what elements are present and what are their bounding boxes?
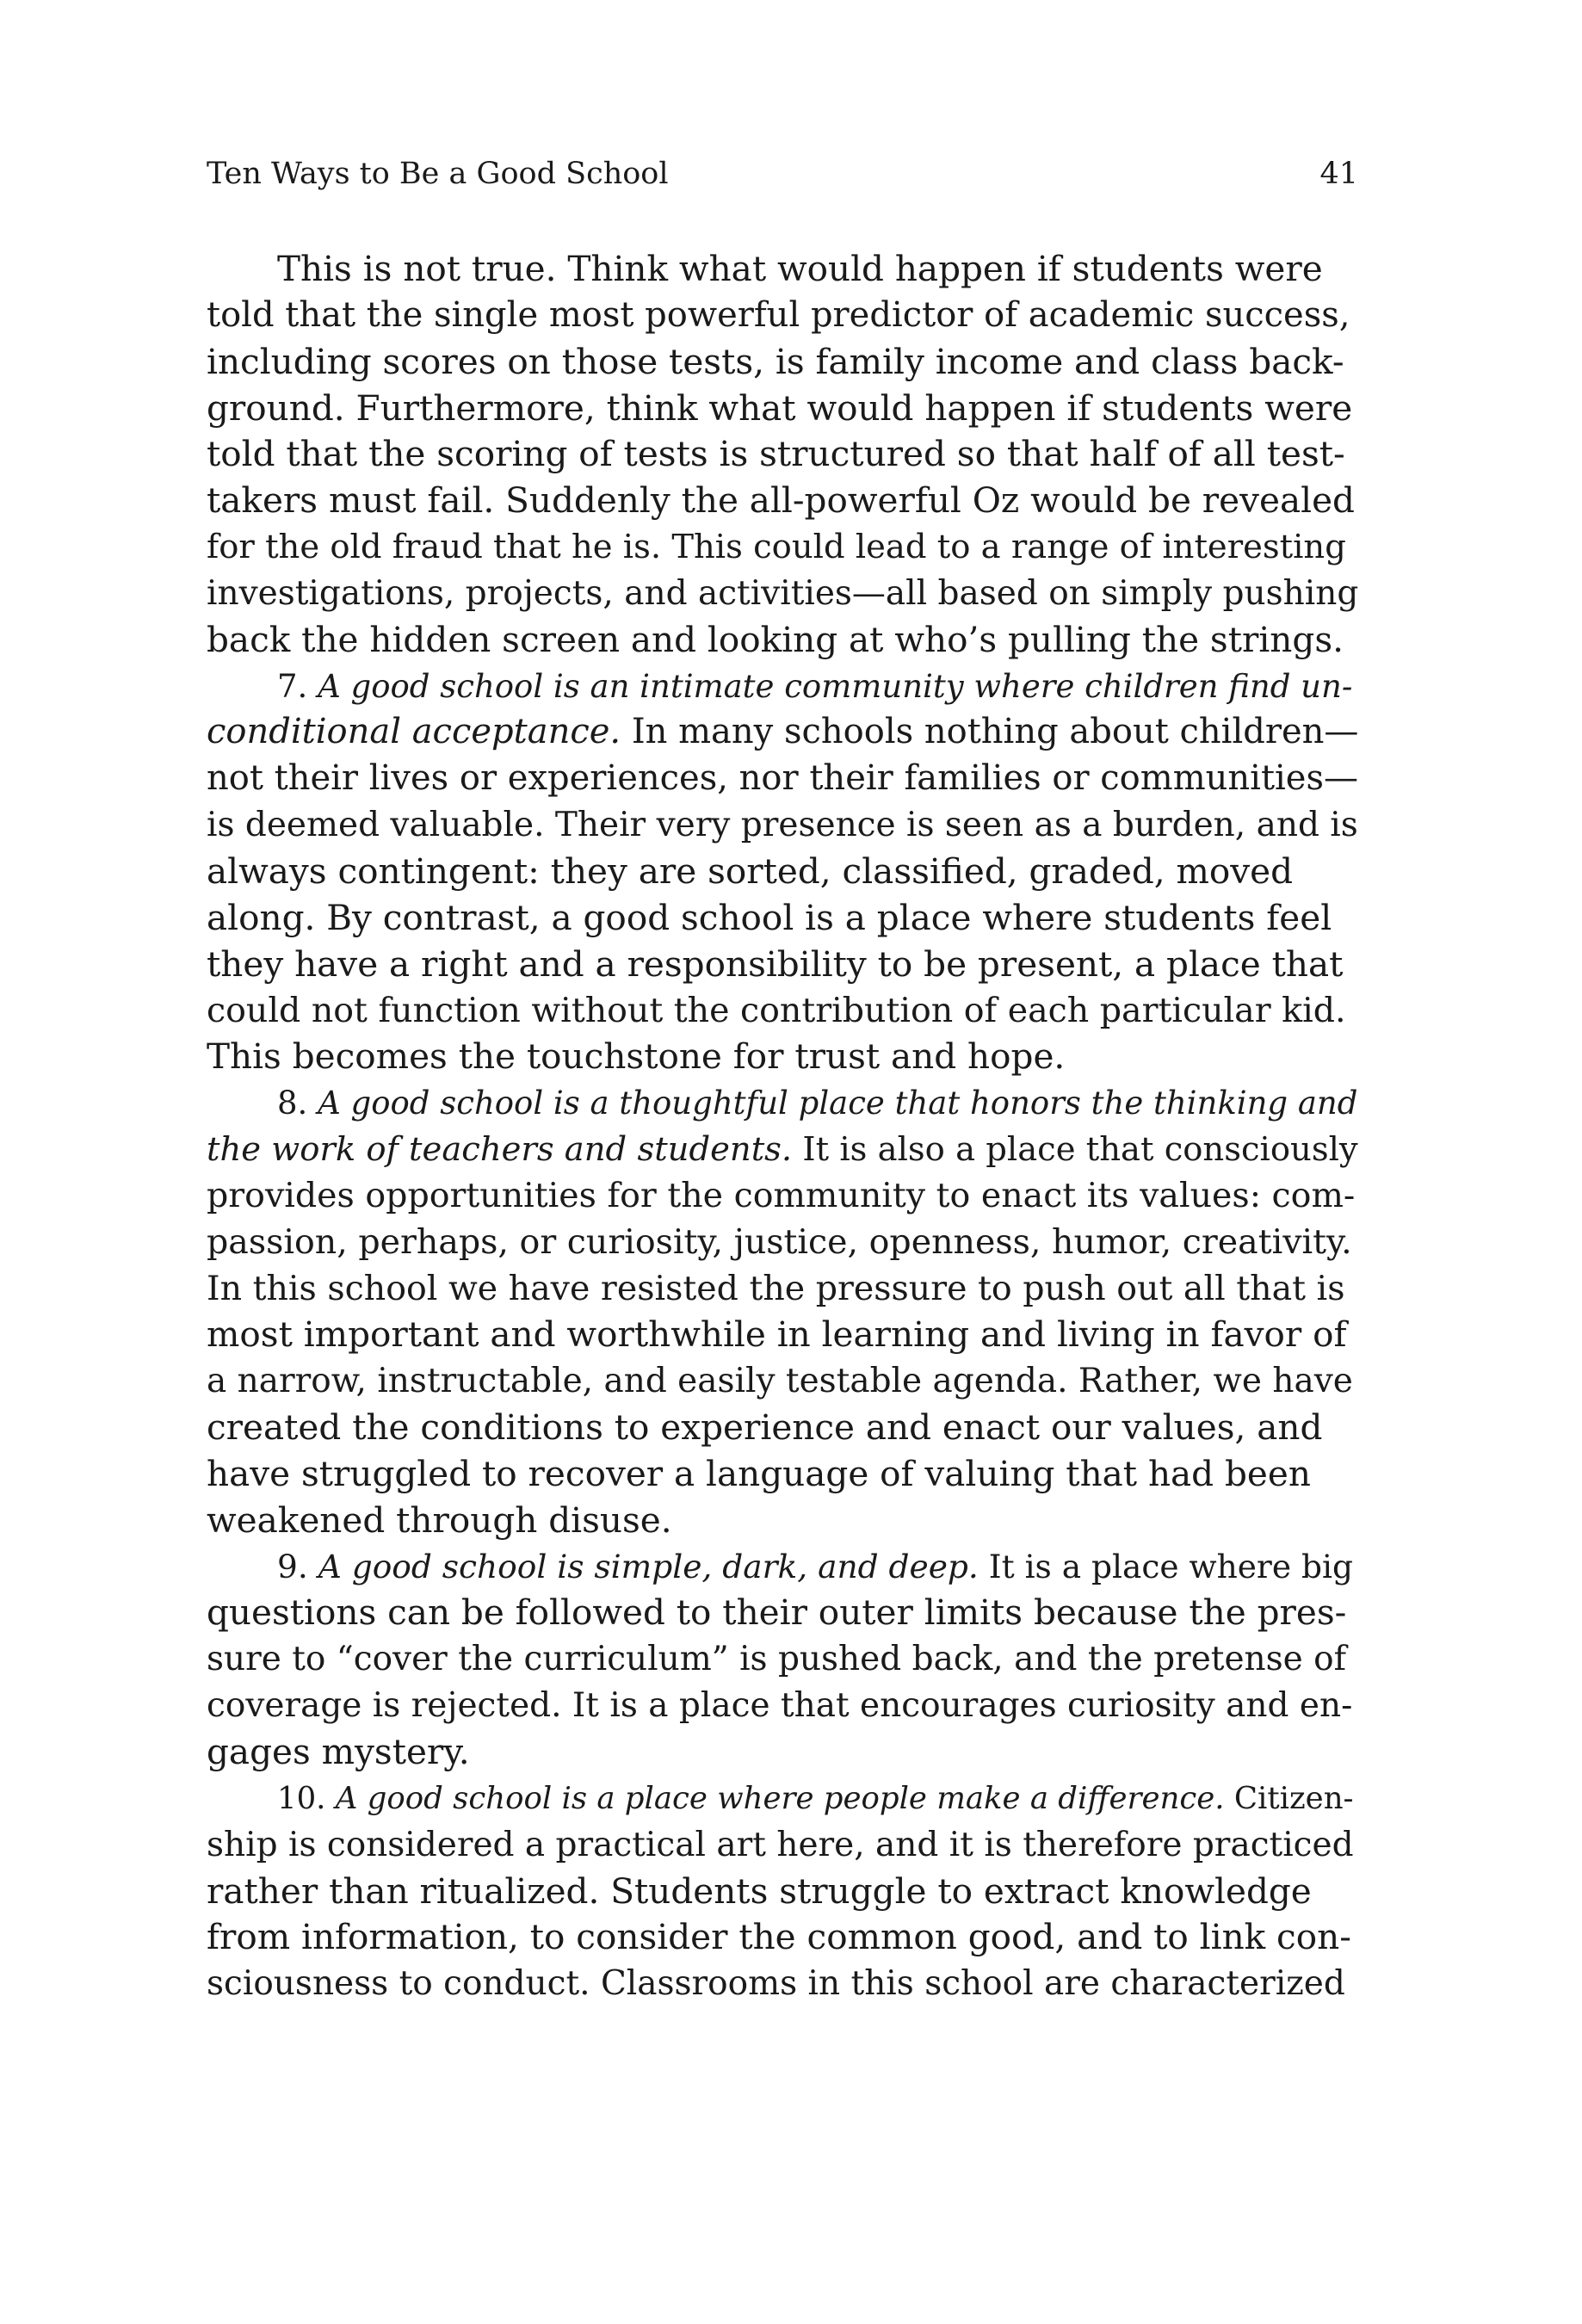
italic-text: A good school is a thoughtful place that honors the thinking and	[318, 1085, 1358, 1122]
italic-text: A good school is a place where people make a difference.	[335, 1780, 1225, 1816]
italic-text: the work of teachers and students.	[207, 1130, 793, 1170]
text-span: could not function without the contribution of each particular kid.	[207, 990, 1346, 1030]
text-line	[207, 802, 1358, 849]
text-span: 8.	[277, 1085, 318, 1122]
text-span: a narrow, instructable, and easily testable agenda. Rather, we have	[207, 1362, 1353, 1401]
text-span: coverage is rejected. It is a place that encourages curiosity and en-	[207, 1686, 1353, 1726]
text-span: passion, perhaps, or curiosity, justice, openness, humor, creativity.	[207, 1221, 1352, 1262]
text-line	[207, 246, 1358, 293]
text-span: including scores on those tests, is family income and class back-	[207, 340, 1344, 382]
text-span: It is also a place that consciously	[792, 1130, 1358, 1170]
text-line	[207, 664, 1358, 710]
text-span: 9.	[277, 1547, 318, 1585]
text-line	[207, 988, 1358, 1035]
text-line	[207, 1822, 1358, 1869]
text-line	[207, 1729, 1358, 1776]
text-span: they have a right and a responsibility to be present, a place that	[207, 943, 1344, 985]
text-span: is deemed valuable. Their very presence is seen as a burden, and is	[207, 806, 1358, 845]
text-line	[207, 1220, 1358, 1266]
text-span: most important and worthwhile in learning and living in favor of	[207, 1313, 1347, 1356]
text-span: told that the scoring of tests is structured so that half of all test-	[207, 433, 1345, 475]
text-span: back the hidden screen and looking at who’s pulling the strings.	[207, 618, 1344, 660]
text-line	[207, 942, 1358, 988]
text-line	[207, 1034, 1358, 1080]
text-line	[207, 1869, 1358, 1915]
text-span: created the conditions to experience and enact our values, and	[207, 1406, 1323, 1449]
text-span: not their lives or experiences, nor their families or communities—	[207, 758, 1358, 799]
text-span: always contingent: they are sorted, classified, graded, moved	[207, 850, 1294, 892]
text-span: sciousness to conduct. Classrooms in this school are characterized	[207, 1964, 1345, 2004]
text-span: from information, to consider the common good, and to link con-	[207, 1916, 1351, 1958]
text-span: In this school we have resisted the pressure to push out all that is	[207, 1268, 1345, 1308]
text-span: ship is considered a practical art here, and it is therefore practiced	[207, 1825, 1354, 1864]
text-span: questions can be followed to their outer limits because the pres-	[207, 1592, 1347, 1634]
text-span: ground. Furthermore, think what would happen if students were	[207, 386, 1353, 429]
text-span: It is a place where big	[978, 1547, 1353, 1585]
text-span: told that the single most powerful predictor of academic success,	[207, 294, 1350, 335]
text-line	[207, 431, 1358, 478]
text-line	[207, 293, 1358, 339]
text-span: gages mystery.	[207, 1731, 470, 1772]
text-span: takers must fail. Suddenly the all-powerful Oz would be revealed	[207, 479, 1355, 522]
italic-text: A good school is an intimate community where children find un-	[318, 667, 1353, 705]
text-span: In many schools nothing about children—	[621, 712, 1358, 752]
text-span: sure to “cover the curriculum” is pushed back, and the pretense of	[207, 1640, 1347, 1679]
italic-text: A good school is simple, dark, and deep.	[318, 1547, 979, 1585]
text-span: along. By contrast, a good school is a place where students feel	[207, 896, 1332, 938]
text-span: rather than ritualized. Students struggle to extract knowledge	[207, 1870, 1312, 1912]
page-number: 41	[1319, 157, 1358, 191]
text-line	[207, 1405, 1358, 1451]
text-line	[207, 617, 1358, 664]
text-span: Citizen-	[1224, 1780, 1354, 1816]
text-line	[207, 386, 1358, 432]
text-span: This is not true. Think what would happen if students were	[277, 248, 1323, 289]
text-line	[207, 1776, 1358, 1822]
text-line	[207, 895, 1358, 942]
text-line	[207, 1127, 1358, 1173]
text-line	[207, 1358, 1358, 1405]
text-line	[207, 478, 1358, 524]
text-span: for the old fraud that he is. This could lead to a range of interesting	[207, 528, 1346, 567]
text-span: provides opportunities for the community to enact its values: com-	[207, 1175, 1356, 1215]
text-span: This becomes the touchstone for trust and hope.	[207, 1035, 1066, 1078]
text-span: 10.	[277, 1780, 336, 1816]
body-text	[207, 246, 1358, 2007]
text-line	[207, 1636, 1358, 1683]
text-line	[207, 1683, 1358, 1729]
text-line	[207, 1590, 1358, 1636]
text-line	[207, 1312, 1358, 1358]
text-line	[207, 1266, 1358, 1313]
text-line	[207, 1544, 1358, 1591]
text-line	[207, 1498, 1358, 1544]
text-line	[207, 1173, 1358, 1220]
text-line	[207, 1961, 1358, 2007]
text-line	[207, 571, 1358, 617]
text-span: 7.	[277, 667, 318, 705]
text-line	[207, 524, 1358, 571]
page-header	[207, 153, 1358, 195]
text-line	[207, 1914, 1358, 1961]
text-span: investigations, projects, and activities—all based on simply pushing	[207, 573, 1358, 613]
text-line	[207, 849, 1358, 895]
text-line	[207, 1080, 1358, 1127]
text-line	[207, 709, 1358, 756]
running-head: Ten Ways to Be a Good School	[207, 157, 669, 191]
text-span: weakened through disuse.	[207, 1499, 672, 1541]
text-span: have struggled to recover a language of valuing that had been	[207, 1452, 1311, 1494]
text-line	[207, 756, 1358, 802]
text-line	[207, 1451, 1358, 1498]
text-line	[207, 339, 1358, 386]
italic-text: conditional acceptance.	[207, 712, 621, 752]
